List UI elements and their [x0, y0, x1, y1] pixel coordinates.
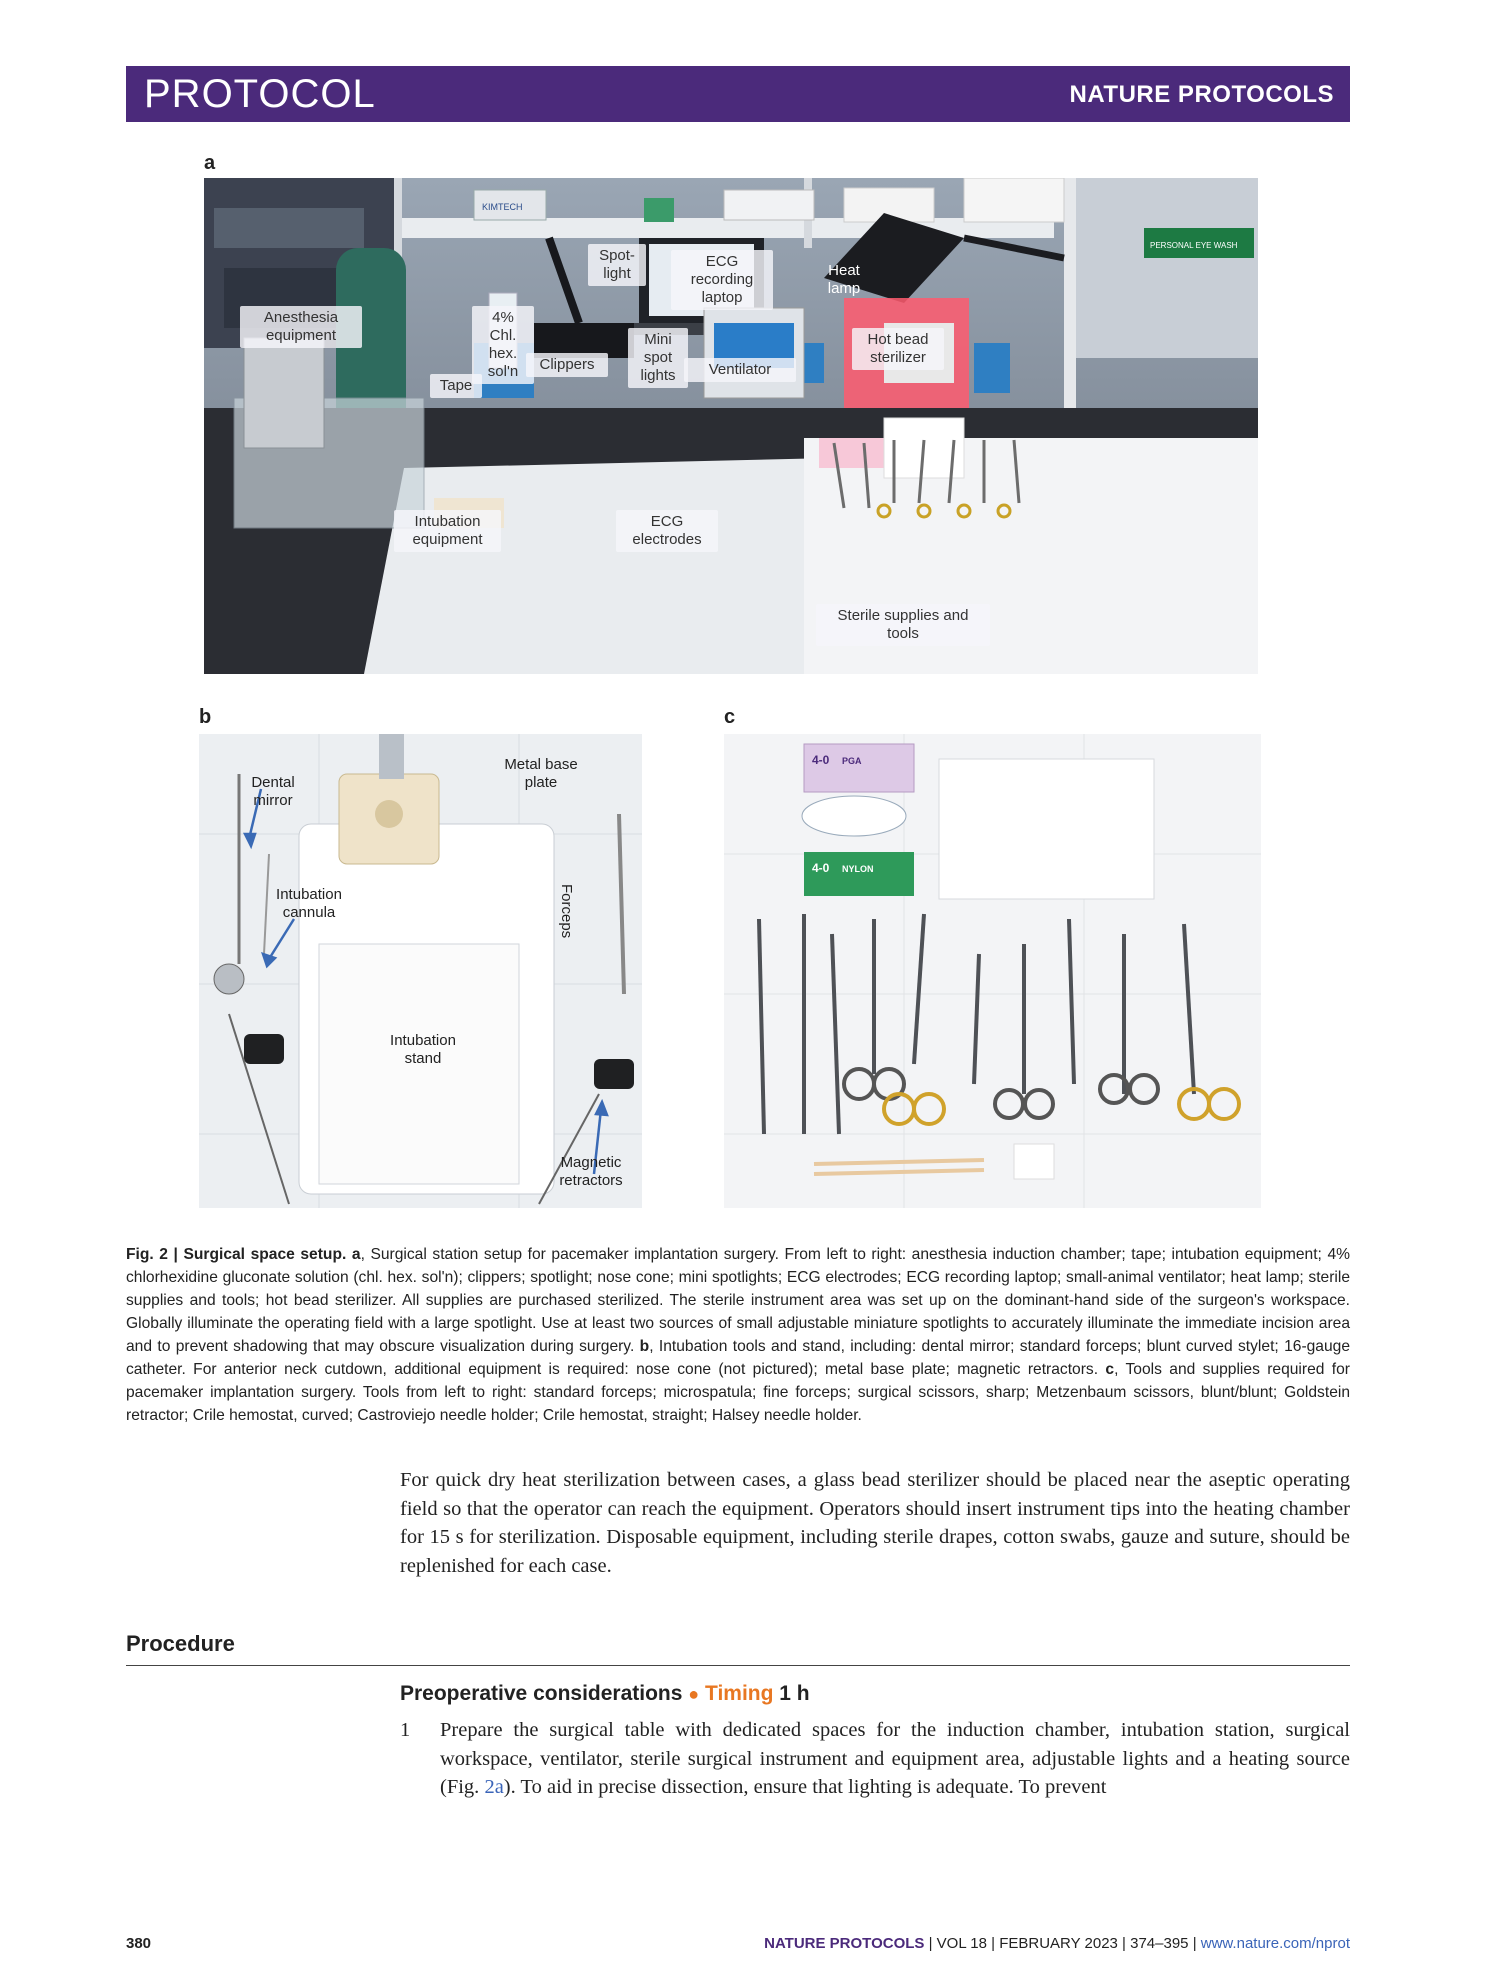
label-intubation-cannula: Intubation cannula	[276, 886, 342, 921]
label-heat-lamp: Heat lamp	[827, 262, 861, 297]
step-number: 1	[400, 1719, 411, 1741]
journal-header-bar	[126, 66, 1350, 122]
journal-name: NATURE PROTOCOLS	[1069, 81, 1334, 108]
label-tape: Tape	[430, 374, 482, 398]
step-1-text	[440, 1716, 1350, 1802]
label-magnetic-retractors: Magnetic retractors	[559, 1154, 623, 1189]
label-metal-base-plate: Metal base plate	[504, 756, 578, 791]
footer-volume: VOL 18	[936, 1935, 987, 1952]
caption-text-b: , Intubation tools and stand, including: dental mirror; standard forceps; blunt curved stylet; 16-gauge catheter. For anterior neck cutdown, additional equipment is required: nose cone (not pictured); metal base plate; magnetic retractors.	[126, 1338, 1350, 1378]
suture-3-size: 4-0	[812, 861, 830, 875]
timing-label: Timing	[705, 1682, 774, 1705]
caption-text-c: , Tools and supplies required for pacemaker implantation surgery. Tools from left to right: standard forceps; microspatula; fine forceps; surgical scissors, sharp; Metzenbaum scissors, blunt/blunt; Goldstein retractor; Crile hemostat, curved; Castroviejo needle holder; Crile hemostat, straight; Halsey needle holder.	[126, 1361, 1350, 1424]
label-ventilator: Ventilator	[684, 358, 796, 382]
step-1-text-before: Prepare the surgical table with dedicated spaces for the induction chamber, intubation station, surgical workspace, ventilator, sterile surgical instrument and equipment area, adjustable lights and a heating source (Fig.	[440, 1719, 1350, 1798]
page-number: 380	[126, 1935, 152, 1952]
caption-text-a: , Surgical station setup for pacemaker implantation surgery. From left to right: anesthesia induction chamber; tape; intubation equipment; 4% chlorhexidine gluconate solution (chl. hex. sol'n); clippers; spotlight; nose cone; mini spotlights; ECG electrodes; ECG recording laptop; small-animal ventilator; heat lamp; sterile supplies and tools; hot bead sterilizer. All supplies are purchased sterilized. The sterile instrument area was set up on the dominant-hand side of the surgeon's workspace. Globally illuminate the operating field with a large spotlight. Use at least two sources of small adjustable miniature spotlights to accurately illuminate the immediate incision area and to prevent shadowing that may obscure visualization during surgery.	[126, 1246, 1350, 1355]
caption-letter-c: c	[1105, 1361, 1115, 1378]
panel-label-a: a	[204, 152, 216, 174]
eyewash-sign-text: PERSONAL EYE WASH	[1150, 241, 1238, 250]
figure-2c-photo	[724, 734, 1261, 1208]
suture-1-size: 4-0	[812, 753, 830, 767]
step-1-text-after: ). To aid in precise dissection, ensure that lighting is adequate. To prevent	[503, 1776, 1107, 1798]
caption-letter-a: a	[351, 1246, 361, 1263]
caption-letter-b: b	[639, 1338, 650, 1355]
label-intubation-equipment: Intubation equipment	[394, 510, 501, 552]
label-clippers: Clippers	[526, 353, 608, 377]
figure-caption	[126, 1243, 1350, 1427]
subsection-title: Preoperative considerations	[400, 1682, 683, 1705]
figure-2b-photo	[199, 734, 642, 1208]
label-chl-hex-solution: 4% Chl. hex. sol'n	[472, 306, 534, 384]
footer-pages: 374–395	[1130, 1935, 1189, 1952]
surgical-tools-illustration	[724, 734, 1261, 1208]
suture-1-brand: PGA	[842, 756, 862, 766]
footer-journal: NATURE PROTOCOLS	[764, 1935, 925, 1952]
footer-date: FEBRUARY 2023	[999, 1935, 1118, 1952]
label-mini-spotlights: Mini spot lights	[628, 328, 688, 388]
body-paragraph: For quick dry heat sterilization between cases, a glass bead sterilizer should be placed near the aseptic operating field so that the operator can reach the equipment. Operators should insert instrument tips into the heating chamber for 15 s for sterilization. Disposable equipment, including sterile drapes, cotton swabs, gauze and suture, should be replenished for each case.	[400, 1469, 1350, 1577]
section-heading-procedure	[126, 1631, 1350, 1666]
label-ecg-electrodes: ECG electrodes	[616, 510, 718, 552]
label-spotlight: Spot- light	[588, 244, 646, 286]
section-title: Procedure	[126, 1631, 235, 1656]
caption-fig-label: Fig. 2 |	[126, 1246, 178, 1263]
panel-label-c: c	[724, 706, 736, 728]
label-hot-bead-sterilizer: Hot bead sterilizer	[852, 328, 944, 370]
label-forceps: Forceps	[558, 884, 575, 939]
timing-dot-icon: ●	[688, 1684, 700, 1704]
suture-3-brand: NYLON	[842, 864, 874, 874]
label-anesthesia-equipment: Anesthesia equipment	[240, 306, 362, 348]
label-sterile-supplies: Sterile supplies and tools	[816, 604, 990, 646]
figure-2a-photo	[204, 178, 1258, 674]
section-type: PROTOCOL	[144, 72, 376, 116]
timing-value: 1 h	[779, 1682, 810, 1705]
label-dental-mirror: Dental mirror	[251, 774, 295, 809]
panel-label-b: b	[199, 706, 212, 728]
subsection-heading	[400, 1682, 810, 1706]
footer-url-link[interactable]: www.nature.com/nprot	[1200, 1935, 1350, 1952]
footer-citation: NATURE PROTOCOLS | VOL 18 | FEBRUARY 2023 | 374–395 | www.nature.com/nprot	[764, 1935, 1350, 1952]
label-ecg-recording-laptop: ECG recording laptop	[671, 250, 773, 310]
label-intubation-stand: Intubation stand	[390, 1032, 456, 1067]
figure-reference-link[interactable]: 2a	[484, 1776, 504, 1798]
kimtech-box-text: KIMTECH	[482, 202, 523, 212]
caption-fig-title: Surgical space setup.	[183, 1246, 347, 1263]
